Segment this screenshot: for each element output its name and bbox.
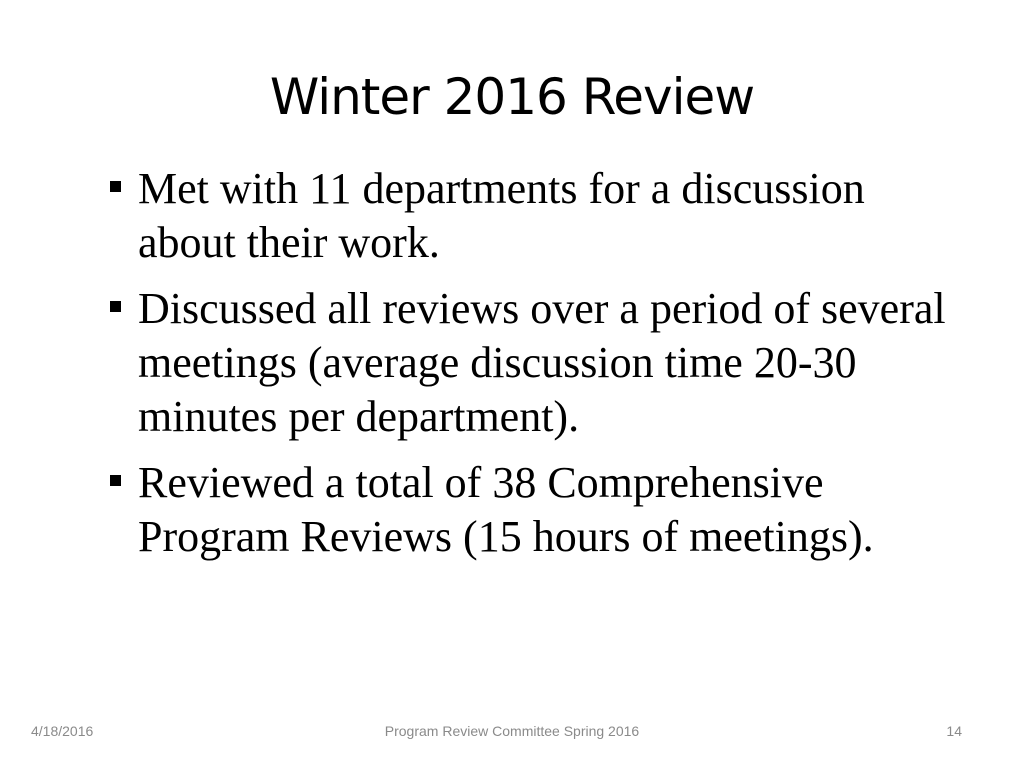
bullet-item xyxy=(104,456,964,564)
square-bullet-icon xyxy=(110,475,121,486)
page-number: 14 xyxy=(946,723,962,739)
bullet-item xyxy=(104,282,964,444)
bullet-item xyxy=(104,162,964,270)
bullet-text: Reviewed a total of 38 Comprehensive Program Reviews (15 hours of meetings). xyxy=(138,458,874,561)
footer-title: Program Review Committee Spring 2016 xyxy=(384,723,640,739)
footer-date: 4/18/2016 xyxy=(31,723,94,739)
bullet-text: Discussed all reviews over a period of several meetings (average discussion time 20-30 minutes per department). xyxy=(138,284,946,441)
bullet-list xyxy=(104,162,964,576)
square-bullet-icon xyxy=(110,181,121,192)
square-bullet-icon xyxy=(110,301,121,312)
bullet-text: Met with 11 departments for a discussion about their work. xyxy=(138,164,865,267)
slide-title: Winter 2016 Review xyxy=(269,68,755,126)
